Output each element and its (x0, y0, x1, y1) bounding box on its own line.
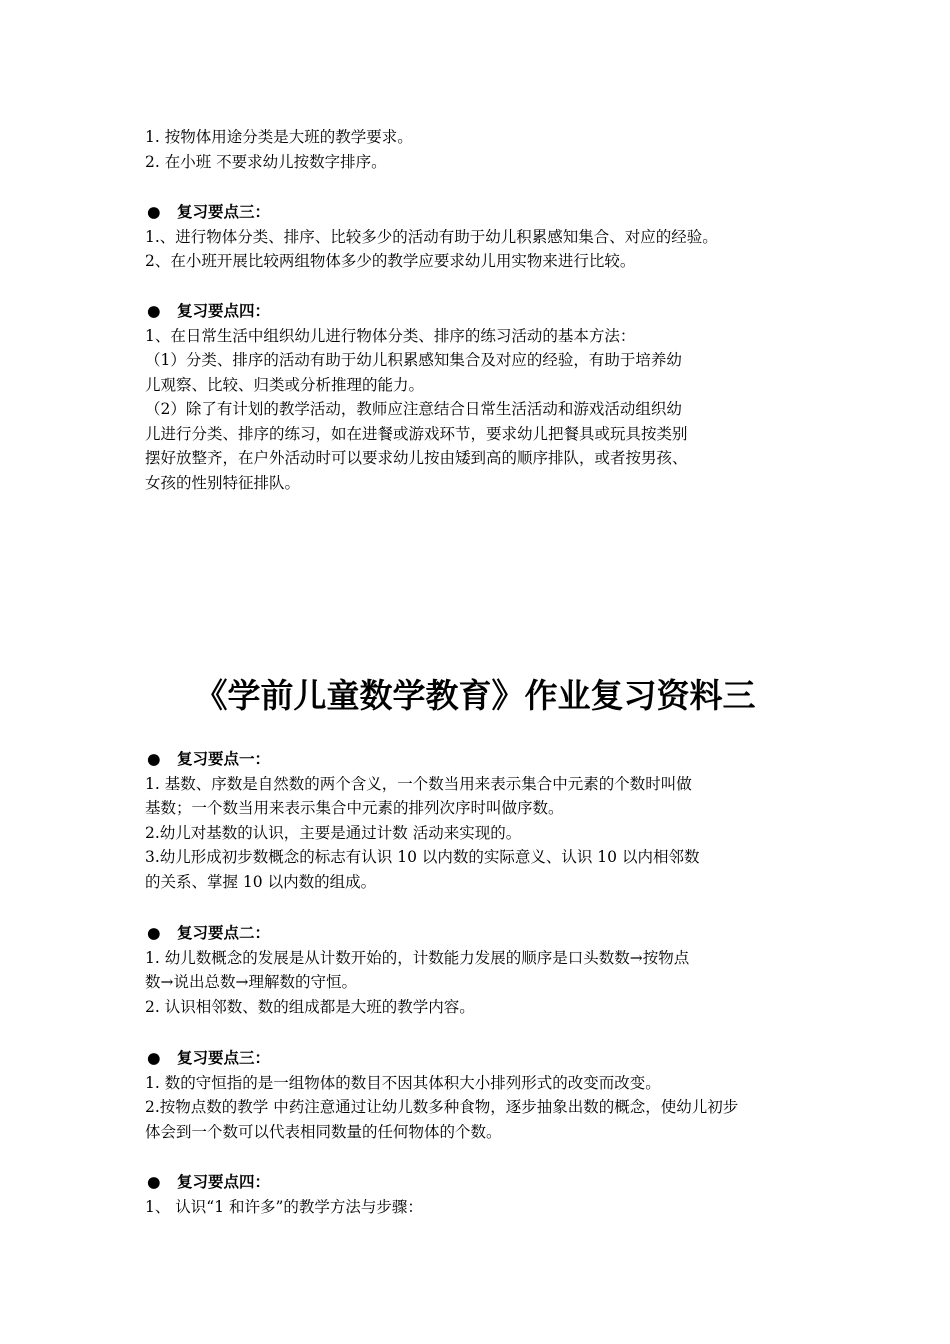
bullet-icon: ● (147, 923, 161, 942)
intro-lines (145, 125, 875, 174)
text-line: （2）除了有计划的教学活动，教师应注意结合日常生活活动和游戏活动组织幼 (145, 400, 682, 418)
section-review-point-1 (145, 747, 875, 894)
text-line: 儿观察、比较、归类或分析推理的能力。 (145, 375, 425, 394)
text-line: 女孩的性别特征排队。 (145, 473, 301, 492)
text-line: 儿进行分类、排序的练习，如在进餐或游戏环节，要求幼儿把餐具或玩具按类别 (145, 424, 688, 443)
section-review-point-3 (145, 200, 875, 274)
text-line: 1. 幼儿数概念的发展是从计数开始的，计数能力发展的顺序是口头数数→按物点 (145, 948, 690, 967)
section-review-point-2 (145, 921, 875, 1019)
text-line: 体会到一个数可以代表相同数量的任何物体的个数。 (145, 1122, 502, 1141)
section-heading (145, 1046, 875, 1071)
text-line: 的关系、掌握 10 以内数的组成。 (145, 872, 377, 891)
bullet-icon: ● (147, 301, 161, 320)
text-line: 1、 认识“1 和许多”的教学方法与步骤： (145, 1197, 423, 1216)
bullet-icon: ● (147, 1048, 161, 1067)
text-line: 2. 在小班 不要求幼儿按数字排序。 (145, 152, 387, 171)
text-line: 1. 按物体用途分类是大班的教学要求。 (145, 128, 413, 146)
text-line: 1.、进行物体分类、排序、比较多少的活动有助于幼儿积累感知集合、对应的经验。 (145, 227, 718, 246)
heading-text: 复习要点三： (177, 202, 271, 221)
bullet-icon: ● (147, 202, 161, 221)
section-heading (145, 747, 875, 772)
document-title: 《学前儿童数学教育》作业复习资料三 (194, 676, 756, 715)
section-heading (145, 1170, 875, 1195)
text-line: 1. 基数、序数是自然数的两个含义，一个数当用来表示集合中元素的个数时叫做 (145, 774, 692, 793)
text-line: （1）分类、排序的活动有助于幼儿积累感知集合及对应的经验，有助于培养幼 (145, 351, 682, 369)
text-line: 1. 数的守恒指的是一组物体的数目不因其体积大小排列形式的改变而改变。 (145, 1073, 661, 1092)
section-heading (145, 921, 875, 946)
heading-text: 复习要点一： (177, 749, 271, 768)
text-line: 2.幼儿对基数的认识，主要是通过计数 活动来实现的。 (145, 823, 522, 842)
heading-text: 复习要点四： (177, 301, 271, 320)
text-line: 基数；一个数当用来表示集合中元素的排列次序时叫做序数。 (145, 799, 564, 817)
text-line: 2. 认识相邻数、数的组成都是大班的教学内容。 (145, 997, 475, 1016)
bullet-icon: ● (147, 749, 161, 768)
section-review-point-4 (145, 299, 875, 495)
text-line: 摆好放整齐，在户外活动时可以要求幼儿按由矮到高的顺序排队，或者按男孩、 (145, 449, 688, 467)
section-heading (145, 299, 875, 324)
heading-text: 复习要点三： (177, 1048, 271, 1067)
heading-text: 复习要点四： (177, 1172, 271, 1191)
text-line: 1、在日常生活中组织幼儿进行物体分类、排序的练习活动的基本方法： (145, 326, 636, 345)
text-line: 2.按物点数的教学 中药注意通过让幼儿数多种食物，逐步抽象出数的概念，使幼儿初步 (145, 1098, 739, 1116)
section-review-point-3b (145, 1046, 875, 1144)
bullet-icon: ● (147, 1172, 161, 1191)
text-line: 3.幼儿形成初步数概念的标志有认识 10 以内数的实际意义、认识 10 以内相邻数 (145, 848, 700, 866)
section-review-point-4b (145, 1170, 875, 1219)
section-heading (145, 200, 875, 225)
heading-text: 复习要点二： (177, 923, 271, 942)
text-line: 2、在小班开展比较两组物体多少的教学应要求幼儿用实物来进行比较。 (145, 252, 636, 270)
text-line: 数→说出总数→理解数的守恒。 (145, 973, 357, 991)
